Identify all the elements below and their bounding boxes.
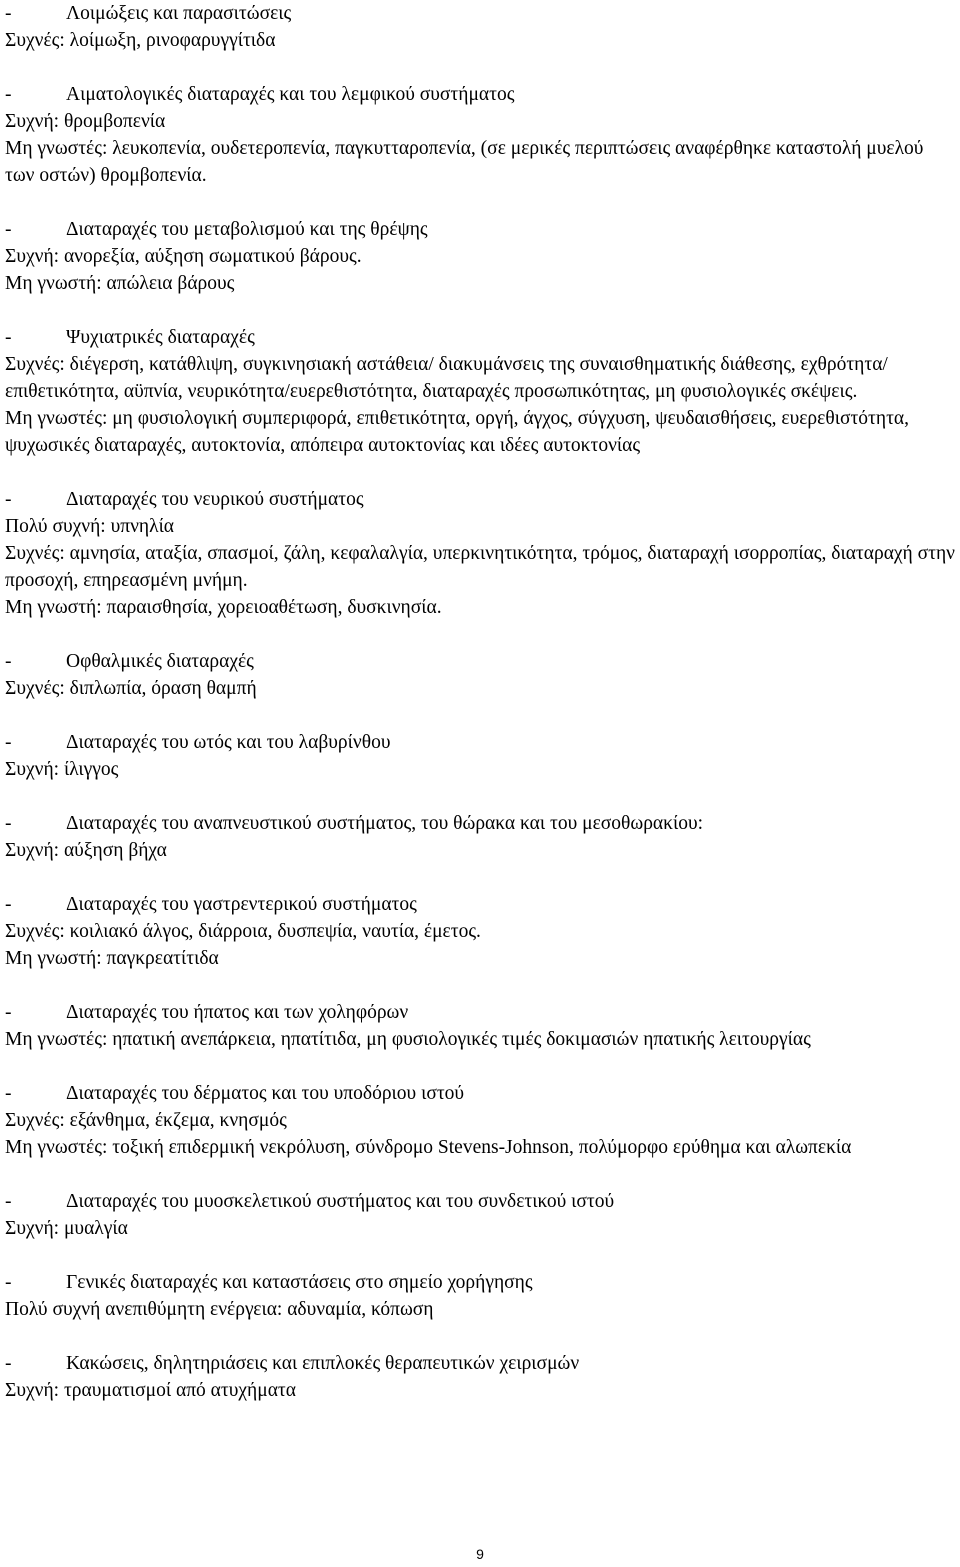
section-title: Διαταραχές του μεταβολισμού και της θρέψης (66, 219, 428, 240)
section-line: Συχνές: διέγερση, κατάθλιψη, συγκινησιακή αστάθεια/ διακυμάνσεις της συναισθηματικής διάθεσης, εχθρότητα/επιθετικότητα, αϋπνία, νευρικότητα/ευερεθιστότητα, διαταραχές προσωπικότητας, μη φυσιολογικές σκέψεις. (5, 354, 888, 402)
section-heading (5, 0, 955, 27)
bullet-dash: - (5, 732, 12, 753)
section-heading (5, 324, 955, 351)
section-heading (5, 81, 955, 108)
section-title: Αιματολογικές διαταραχές και του λεμφικού συστήματος (66, 84, 515, 105)
section-line: Συχνή: τραυματισμοί από ατυχήματα (5, 1380, 296, 1401)
bullet-dash: - (5, 219, 12, 240)
section-line: Μη γνωστή: παραισθησία, χορειοαθέτωση, δυσκινησία. (5, 597, 442, 618)
section (5, 1188, 955, 1242)
bullet-dash: - (5, 1002, 12, 1023)
section-heading (5, 1269, 955, 1296)
section-line: Πολύ συχνή: υπνηλία (5, 516, 175, 537)
page-number: 9 (476, 1546, 484, 1562)
section-title: Οφθαλμικές διαταραχές (66, 651, 254, 672)
document-body (5, 0, 955, 1431)
section-heading (5, 810, 955, 837)
bullet-dash: - (5, 1353, 12, 1374)
section-line: Συχνή: μυαλγία (5, 1218, 128, 1239)
section-heading (5, 891, 955, 918)
section-title: Διαταραχές του ωτός και του λαβυρίνθου (66, 732, 391, 753)
section-heading (5, 486, 955, 513)
section (5, 0, 955, 54)
section-line: Μη γνωστή: παγκρεατίτιδα (5, 948, 219, 969)
section-title: Διαταραχές του γαστρεντερικού συστήματος (66, 894, 417, 915)
section-line: Συχνές: κοιλιακό άλγος, διάρροια, δυσπεψία, ναυτία, έμετος. (5, 921, 481, 942)
section-line: Μη γνωστή: απώλεια βάρους (5, 273, 235, 294)
bullet-dash: - (5, 651, 12, 672)
bullet-dash: - (5, 84, 12, 105)
section (5, 216, 955, 297)
bullet-dash: - (5, 894, 12, 915)
section-line: Συχνές: εξάνθημα, έκζεμα, κνησμός (5, 1110, 287, 1131)
section (5, 81, 955, 189)
section-title: Γενικές διαταραχές και καταστάσεις στο σημείο χορήγησης (66, 1272, 533, 1293)
bullet-dash: - (5, 1191, 12, 1212)
section (5, 999, 955, 1053)
section-heading (5, 216, 955, 243)
section-heading (5, 648, 955, 675)
section-title: Διαταραχές του δέρματος και του υποδόριου ιστού (66, 1083, 465, 1104)
section-title: Κακώσεις, δηλητηριάσεις και επιπλοκές θεραπευτικών χειρισμών (66, 1353, 580, 1374)
section-title: Ψυχιατρικές διαταραχές (66, 327, 255, 348)
section-line: Μη γνωστές: μη φυσιολογική συμπεριφορά, επιθετικότητα, οργή, άγχος, σύγχυση, ψευδαισθήσεις, ευερεθιστότητα, ψυχωσικές διαταραχές, αυτοκτονία, απόπειρα αυτοκτονίας και ιδέες αυτοκτονίας (5, 408, 909, 456)
bullet-dash: - (5, 489, 12, 510)
section (5, 324, 955, 459)
bullet-dash: - (5, 3, 12, 24)
section (5, 1269, 955, 1323)
bullet-dash: - (5, 813, 12, 834)
section (5, 486, 955, 621)
section-line: Συχνή: αύξηση βήχα (5, 840, 167, 861)
section (5, 810, 955, 864)
section-title: Διαταραχές του μυοσκελετικού συστήματος και του συνδετικού ιστού (66, 1191, 615, 1212)
section-line: Μη γνωστές: ηπατική ανεπάρκεια, ηπατίτιδα, μη φυσιολογικές τιμές δοκιμασιών ηπατικής λειτουργίας (5, 1029, 811, 1050)
section-line: Πολύ συχνή ανεπιθύμητη ενέργεια: αδυναμία, κόπωση (5, 1299, 434, 1320)
section (5, 891, 955, 972)
section-line: Συχνή: θρομβοπενία (5, 111, 166, 132)
section-heading (5, 1080, 955, 1107)
section-line: Συχνή: ανορεξία, αύξηση σωματικού βάρους. (5, 246, 362, 267)
section-heading (5, 999, 955, 1026)
section-title: Λοιμώξεις και παρασιτώσεις (66, 3, 292, 24)
section (5, 729, 955, 783)
section (5, 1080, 955, 1161)
section-title: Διαταραχές του αναπνευστικού συστήματος, του θώρακα και του μεσοθωρακίου: (66, 813, 704, 834)
section (5, 648, 955, 702)
section-title: Διαταραχές του ήπατος και των χοληφόρων (66, 1002, 409, 1023)
section-title: Διαταραχές του νευρικού συστήματος (66, 489, 364, 510)
section-line: Συχνές: αμνησία, αταξία, σπασμοί, ζάλη, κεφαλαλγία, υπερκινητικότητα, τρόμος, διαταραχή ισορροπίας, διαταραχή στην προσοχή, επηρεασμένη μνήμη. (5, 543, 955, 591)
section-line: Μη γνωστές: λευκοπενία, ουδετεροπενία, παγκυτταροπενία, (σε μερικές περιπτώσεις αναφέρθηκε καταστολή μυελού των οστών) θρομβοπενία. (5, 138, 924, 186)
bullet-dash: - (5, 327, 12, 348)
section-line: Συχνές: διπλωπία, όραση θαμπή (5, 678, 257, 699)
section-line: Μη γνωστές: τοξική επιδερμική νεκρόλυση, σύνδρομο Stevens-Johnson, πολύμορφο ερύθημα και αλωπεκία (5, 1137, 852, 1158)
bullet-dash: - (5, 1272, 12, 1293)
section-line: Συχνή: ίλιγγος (5, 759, 119, 780)
section-heading (5, 1350, 955, 1377)
section-heading (5, 1188, 955, 1215)
section (5, 1350, 955, 1404)
bullet-dash: - (5, 1083, 12, 1104)
section-heading (5, 729, 955, 756)
section-line: Συχνές: λοίμωξη, ρινοφαρυγγίτιδα (5, 30, 276, 51)
